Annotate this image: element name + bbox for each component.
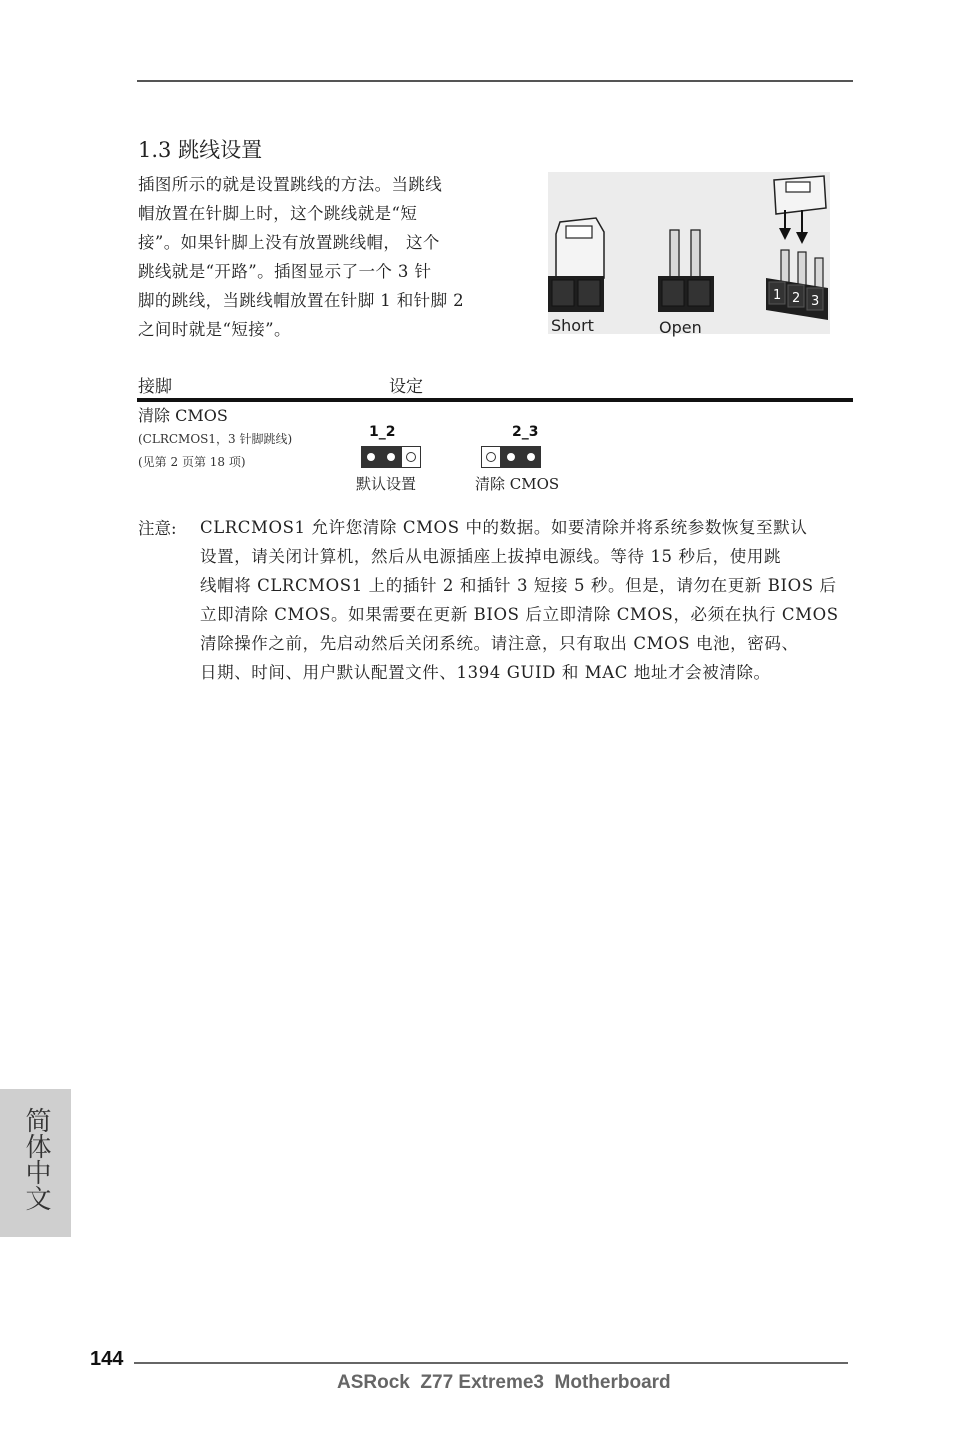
note-line: CLRCMOS1 允许您清除 CMOS 中的数据。如要清除并将系统参数恢复至默认 xyxy=(200,518,808,537)
pin-open xyxy=(481,446,501,468)
caption-default: 默认设置 xyxy=(356,475,417,493)
open-label: Open xyxy=(659,318,702,337)
intro-line: 接”。如果针脚上没有放置跳线帽， 这个 xyxy=(138,233,440,252)
table-header-setting: 设定 xyxy=(389,377,423,397)
pin-shorted xyxy=(521,446,541,468)
pin-number-label: 1 xyxy=(773,288,782,303)
jumper-setting-default xyxy=(361,446,421,468)
short-label: Short xyxy=(551,316,594,335)
row-subtitle: (CLRCMOS1，3 针脚跳线) xyxy=(138,432,293,446)
note-label: 注意: xyxy=(138,519,177,538)
page-number: 144 xyxy=(90,1348,124,1370)
pin-open xyxy=(401,446,421,468)
pin-shorted xyxy=(501,446,521,468)
note-paragraph xyxy=(200,513,856,687)
jumper-illustration xyxy=(548,172,830,337)
intro-line: 跳线就是“开路”。插图显示了一个 3 针 xyxy=(138,262,432,281)
jumper-diagram-svg xyxy=(548,172,830,334)
note-line: 设置，请关闭计算机，然后从电源插座上拔掉电源线。等待 15 秒后，使用跳 xyxy=(200,547,782,566)
intro-line: 插图所示的就是设置跳线的方法。当跳线 xyxy=(138,175,443,194)
footer-divider xyxy=(134,1362,848,1364)
pins-label-clear: 2_3 xyxy=(512,424,539,440)
three-pin-jumper-graphic xyxy=(766,176,828,320)
open-jumper-graphic xyxy=(658,230,714,312)
note-line: 立即清除 CMOS。如果需要在更新 BIOS 后立即清除 CMOS，必须在执行 CMOS xyxy=(200,605,839,624)
note-line: 清除操作之前，先启动然后关闭系统。请注意，只有取出 CMOS 电池，密码、 xyxy=(200,634,799,653)
pin-number-label: 3 xyxy=(811,294,820,309)
row-title: 清除 CMOS xyxy=(138,406,228,425)
intro-paragraph xyxy=(138,170,500,344)
top-divider xyxy=(137,80,853,82)
language-tab-text: 简体中文 xyxy=(21,1107,51,1211)
jumper-setting-clear xyxy=(481,446,541,468)
pin-shorted xyxy=(381,446,401,468)
intro-line: 之间时就是“短接”。 xyxy=(138,320,291,339)
note-line: 线帽将 CLRCMOS1 上的插针 2 和插针 3 短接 5 秒。但是，请勿在更新 BIOS 后 xyxy=(200,576,837,595)
pin-number-label: 2 xyxy=(792,291,801,306)
caption-clear: 清除 CMOS xyxy=(475,475,560,493)
footer-title: ASRock Z77 Extreme3 Motherboard xyxy=(337,1372,671,1393)
language-side-tab xyxy=(0,1089,71,1237)
intro-line: 脚的跳线，当跳线帽放置在针脚 1 和针脚 2 xyxy=(138,291,465,310)
intro-line: 帽放置在针脚上时，这个跳线就是“短 xyxy=(138,204,418,223)
section-title: 1.3 跳线设置 xyxy=(138,138,263,162)
pin-shorted xyxy=(361,446,381,468)
row-page-ref: (见第 2 页第 18 项) xyxy=(138,455,246,469)
note-line: 日期、时间、用户默认配置文件、1394 GUID 和 MAC 地址才会被清除。 xyxy=(200,663,771,682)
table-header-pin: 接脚 xyxy=(138,377,172,397)
short-jumper-graphic xyxy=(548,218,604,312)
pins-label-default: 1_2 xyxy=(369,424,396,440)
table-divider xyxy=(137,398,853,402)
